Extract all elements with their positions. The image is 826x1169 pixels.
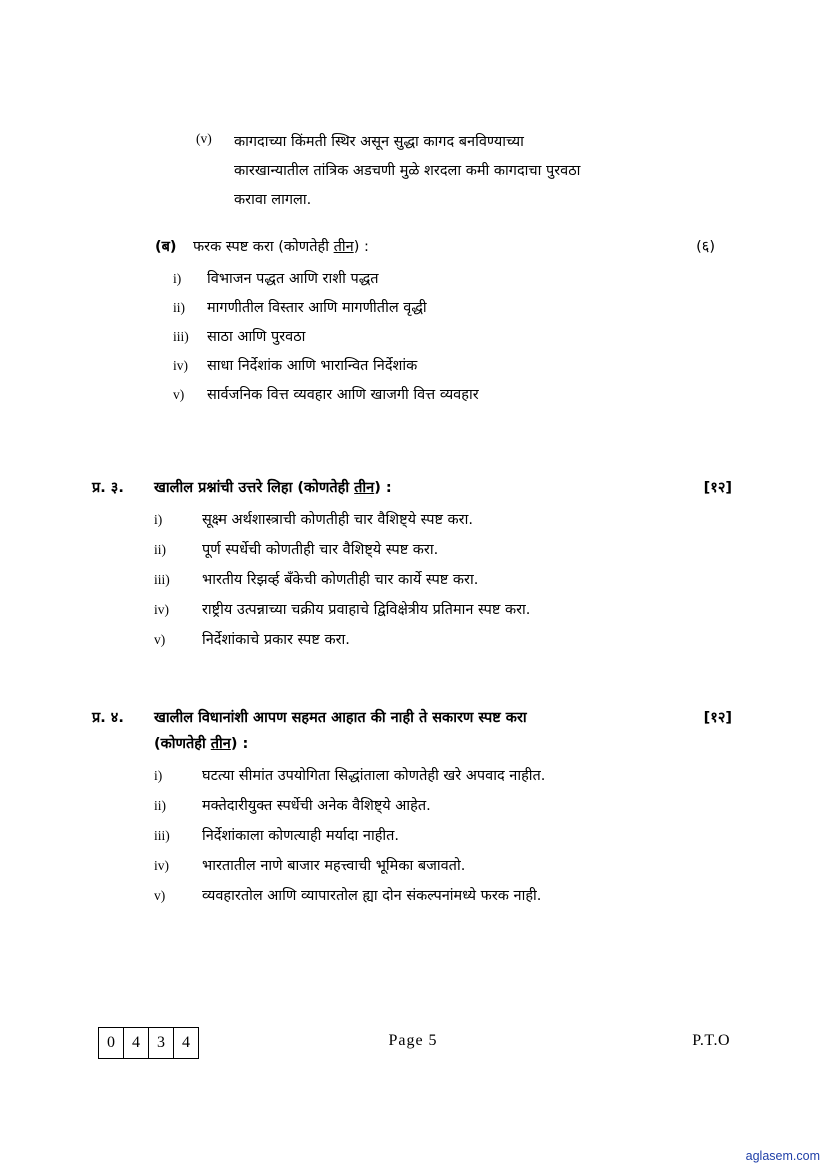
paper-code-digit: 3 bbox=[149, 1028, 174, 1058]
question-3-title-underlined: तीन bbox=[354, 480, 375, 496]
list-item-text: भारतातील नाणे बाजार महत्त्वाची भूमिका बजावतो. bbox=[202, 858, 466, 874]
list-item bbox=[154, 795, 732, 815]
paper-code-digit: 0 bbox=[99, 1028, 124, 1058]
list-item-number: iii) bbox=[173, 329, 189, 344]
list-item-text: सार्वजनिक वित्त व्यवहार आणि खाजगी वित्त व्यवहार bbox=[207, 387, 479, 403]
question-4 bbox=[92, 707, 732, 915]
item-line-1-text: कागदाच्या किंमती स्थिर असून सुद्धा कागद बनविण्याच्या bbox=[234, 134, 524, 150]
question-3-title-text: खालील प्रश्नांची उत्तरे लिहा (कोणतेही bbox=[154, 480, 355, 496]
part-b-title bbox=[193, 236, 688, 256]
part-b-item-list bbox=[155, 268, 715, 404]
question-4-number: प्र. ४. bbox=[92, 710, 124, 726]
list-item bbox=[154, 825, 732, 845]
list-item-text: साठा आणि पुरवठा bbox=[207, 329, 306, 345]
item-body bbox=[234, 128, 656, 215]
question-3-marks: [१२] bbox=[703, 480, 732, 496]
page-footer bbox=[0, 1024, 826, 1068]
list-item-text: सूक्ष्म अर्थशास्त्राची कोणतीही चार वैशिष्ट्ये स्पष्ट करा. bbox=[202, 512, 473, 528]
list-item bbox=[155, 297, 715, 317]
list-item bbox=[154, 855, 732, 875]
list-item-number: ii) bbox=[154, 542, 166, 557]
list-item-text: भारतीय रिझर्व्ह बँकेची कोणतीही चार कार्ये स्पष्ट करा. bbox=[202, 572, 479, 588]
item-marker: (v) bbox=[196, 131, 212, 146]
pto-label: P.T.O bbox=[692, 1032, 730, 1049]
question-4-marks: [१२] bbox=[703, 710, 732, 726]
list-item bbox=[154, 599, 732, 619]
question-4-subtitle-tail: ) : bbox=[230, 736, 249, 752]
list-item-text: घटत्या सीमांत उपयोगिता सिद्धांताला कोणतेही खरे अपवाद नाहीत. bbox=[202, 768, 546, 784]
list-item bbox=[154, 539, 732, 559]
list-item-number: i) bbox=[173, 271, 182, 286]
question-4-subtitle-prefix: (कोणतेही bbox=[154, 736, 211, 752]
list-item-text: पूर्ण स्पर्धेची कोणतीही चार वैशिष्ट्ये स्पष्ट करा. bbox=[202, 542, 439, 558]
item-line-1 bbox=[234, 128, 656, 157]
question-3 bbox=[92, 477, 732, 659]
part-b-heading bbox=[155, 236, 715, 256]
part-b-label: (ब) bbox=[155, 239, 177, 255]
question-4-title: खालील विधानांशी आपण सहमत आहात की नाही ते सकारण स्पष्ट करा bbox=[154, 710, 527, 726]
list-item-number: v) bbox=[154, 888, 166, 903]
list-item bbox=[155, 268, 715, 288]
question-2-part-b bbox=[155, 236, 715, 413]
list-item-number: ii) bbox=[154, 798, 166, 813]
watermark: aglasem.com bbox=[745, 1149, 820, 1163]
list-item bbox=[154, 885, 732, 905]
list-item-number: iv) bbox=[154, 858, 169, 873]
question-2-item-v bbox=[196, 128, 656, 215]
list-item-number: ii) bbox=[173, 300, 185, 315]
list-item-text: साधा निर्देशांक आणि भारान्वित निर्देशांक bbox=[207, 358, 418, 374]
list-item-number: i) bbox=[154, 768, 163, 783]
list-item bbox=[154, 509, 732, 529]
list-item bbox=[154, 569, 732, 589]
list-item-text: मागणीतील विस्तार आणि मागणीतील वृद्धी bbox=[207, 300, 427, 316]
paper-code-digit: 4 bbox=[124, 1028, 149, 1058]
list-item-number: iv) bbox=[154, 602, 169, 617]
part-b-title-underlined: तीन bbox=[333, 239, 354, 255]
list-item-text: मक्तेदारीयुक्त स्पर्धेची अनेक वैशिष्ट्ये आहेत. bbox=[202, 798, 431, 814]
list-item bbox=[155, 355, 715, 375]
list-item bbox=[154, 765, 732, 785]
list-item bbox=[155, 326, 715, 346]
question-3-heading bbox=[92, 477, 732, 497]
question-3-title-tail: ) : bbox=[374, 480, 392, 496]
list-item-text: विभाजन पद्धत आणि राशी पद्धत bbox=[207, 271, 379, 287]
part-b-marks: (६) bbox=[696, 239, 715, 255]
paper-code-digit: 4 bbox=[182, 1034, 190, 1051]
question-4-item-list bbox=[154, 765, 732, 905]
list-item-number: v) bbox=[154, 632, 166, 647]
item-line-3-text: करावा लागला. bbox=[234, 192, 312, 208]
list-item-number: iii) bbox=[154, 828, 170, 843]
question-3-title bbox=[154, 477, 694, 497]
list-item-number: iii) bbox=[154, 572, 170, 587]
list-item-number: v) bbox=[173, 387, 185, 402]
part-b-title-tail: ) : bbox=[353, 239, 369, 255]
question-3-number: प्र. ३. bbox=[92, 480, 124, 496]
page-number-label: Page 5 bbox=[388, 1032, 438, 1049]
list-item bbox=[155, 384, 715, 404]
item-line-2-text: कारखान्यातील तांत्रिक अडचणी मुळे शरदला कमी कागदाचा पुरवठा bbox=[234, 163, 581, 179]
question-4-subtitle-underlined: तीन bbox=[210, 736, 231, 752]
list-item-text: व्यवहारतोल आणि व्यापारतोल ह्या दोन संकल्पनांमध्ये फरक नाही. bbox=[202, 888, 542, 904]
question-3-item-list bbox=[154, 509, 732, 649]
item-line-3 bbox=[234, 186, 656, 215]
list-item-text: निर्देशांकाचे प्रकार स्पष्ट करा. bbox=[202, 632, 350, 648]
question-4-subtitle bbox=[154, 733, 732, 753]
list-item-text: राष्ट्रीय उत्पन्नाच्या चक्रीय प्रवाहाचे द्विविक्षेत्रीय प्रतिमान स्पष्ट करा. bbox=[202, 602, 531, 618]
question-4-heading bbox=[92, 707, 732, 727]
list-item bbox=[154, 629, 732, 649]
item-line-2 bbox=[234, 157, 656, 186]
list-item-number: i) bbox=[154, 512, 163, 527]
list-item-text: निर्देशांकाला कोणत्याही मर्यादा नाहीत. bbox=[202, 828, 400, 844]
list-item-number: iv) bbox=[173, 358, 188, 373]
part-b-title-text: फरक स्पष्ट करा (कोणतेही bbox=[193, 239, 334, 255]
